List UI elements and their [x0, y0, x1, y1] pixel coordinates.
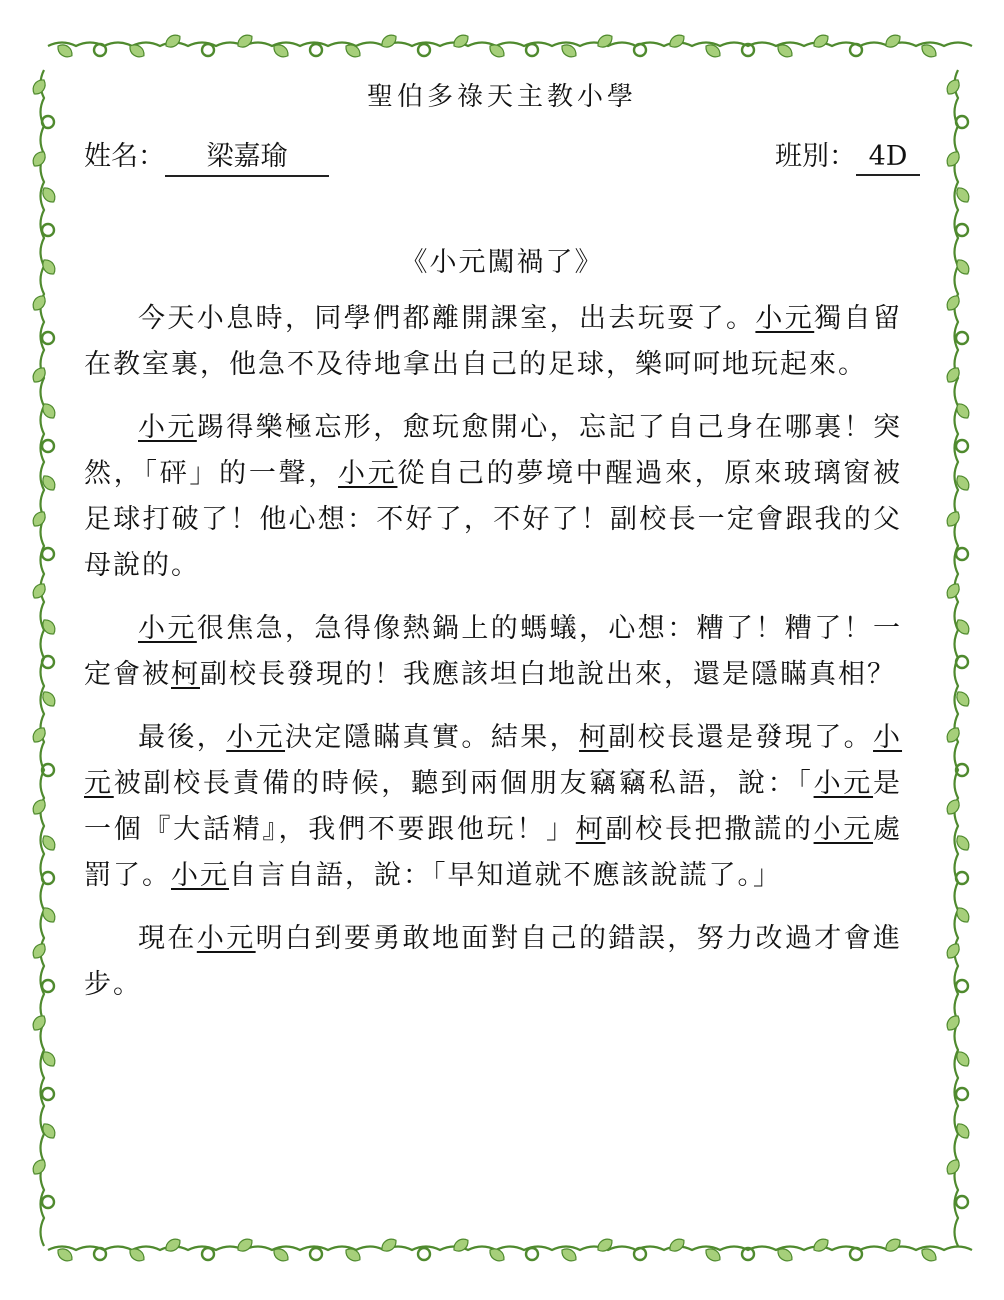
leaf-icon [30, 293, 48, 313]
vine-stem [48, 1247, 972, 1251]
story-text: 明白到要勇敢地面對自己的錯誤，努力改過才會進步。 [84, 923, 903, 1000]
leaf-icon [954, 905, 972, 925]
leaf-icon [487, 42, 507, 60]
story-text: 最後， [138, 722, 227, 753]
vine-curl-icon [310, 44, 322, 56]
leaf-icon [954, 401, 972, 421]
leaf-icon [343, 1246, 363, 1264]
leaf-icon [944, 581, 962, 601]
leaf-icon [811, 1236, 831, 1254]
leaf-icon [667, 32, 687, 50]
leaf-icon [944, 293, 962, 313]
story-text: 踢得樂極忘形，愈玩愈開心，忘記了自己身在哪裏！突然，「砰」的一聲， [84, 412, 903, 489]
vine-curl-icon [42, 1088, 54, 1100]
vine-curl-icon [42, 872, 54, 884]
leaf-icon [379, 32, 399, 50]
leaf-icon [40, 401, 58, 421]
story-paragraph [84, 296, 902, 388]
leaf-icon [30, 509, 48, 529]
leaf-icon [55, 1246, 75, 1264]
leaf-icon [954, 1049, 972, 1069]
vine-curl-icon [956, 548, 968, 560]
vine-curl-icon [42, 332, 54, 344]
leaf-icon [595, 1236, 615, 1254]
vine-curl-icon [42, 980, 54, 992]
leaf-icon [919, 1246, 939, 1264]
proper-noun: 小元 [138, 613, 197, 644]
leaf-icon [811, 32, 831, 50]
story-text: 副校長發現的！我應該坦白地說出來，還是隱瞞真相？ [200, 659, 896, 690]
leaf-icon [163, 32, 183, 50]
vine-curl-icon [418, 1248, 430, 1260]
proper-noun: 柯 [579, 722, 609, 753]
story-text: 獨自留在教室裏，他急不及待地拿出自己的足球，樂呵呵地玩起來。 [84, 303, 903, 380]
leaf-icon [451, 1236, 471, 1254]
leaf-icon [667, 1236, 687, 1254]
leaf-icon [559, 1246, 579, 1264]
leaf-icon [379, 1236, 399, 1254]
vine-curl-icon [850, 44, 862, 56]
story-text: 自言自語，說：「早知道就不應該說謊了。」 [229, 860, 782, 891]
story-paragraph [84, 606, 902, 698]
leaf-icon [343, 42, 363, 60]
leaf-icon [30, 149, 48, 169]
leaf-icon [55, 42, 75, 60]
leaf-icon [944, 1157, 962, 1177]
story-text: 副校長還是發現了。 [608, 722, 874, 753]
leaf-icon [40, 185, 58, 205]
leaf-icon [954, 833, 972, 853]
leaf-icon [40, 833, 58, 853]
story-text: 被副校長責備的時候，聽到兩個朋友竊竊私語，說：「 [113, 768, 814, 799]
vine-stem [48, 43, 972, 47]
leaf-icon [487, 1246, 507, 1264]
story-text: 很焦急，急得像熱鍋上的螞蟻，心想：糟了！糟了！一定會被 [84, 613, 903, 690]
vine-curl-icon [42, 764, 54, 776]
vine-curl-icon [42, 440, 54, 452]
leaf-icon [30, 1157, 48, 1177]
story-text: 副校長把撒謊的 [605, 814, 814, 845]
leaf-icon [127, 42, 147, 60]
leaf-icon [40, 905, 58, 925]
leaf-icon [944, 797, 962, 817]
name-value: 梁嘉瑜 [165, 134, 329, 177]
vine-curl-icon [42, 116, 54, 128]
vine-curl-icon [634, 1248, 646, 1260]
story-text: 決定隱瞞真實。結果， [285, 722, 580, 753]
proper-noun: 小元 [226, 722, 286, 753]
proper-noun: 小元 [171, 860, 229, 891]
leaf-icon [919, 42, 939, 60]
leaf-icon [30, 365, 48, 385]
vine-curl-icon [418, 44, 430, 56]
vine-curl-icon [742, 44, 754, 56]
proper-noun: 小元 [813, 768, 874, 799]
vine-curl-icon [526, 44, 538, 56]
leaf-icon [703, 42, 723, 60]
vine-curl-icon [956, 116, 968, 128]
vine-curl-icon [956, 440, 968, 452]
leaf-icon [944, 149, 962, 169]
leaf-icon [30, 797, 48, 817]
vine-curl-icon [42, 224, 54, 236]
vine-curl-icon [94, 44, 106, 56]
story-paragraph [84, 916, 902, 1008]
vine-curl-icon [956, 764, 968, 776]
leaf-icon [30, 725, 48, 745]
leaf-icon [944, 941, 962, 961]
student-info-row [84, 134, 920, 174]
name-field [84, 134, 329, 177]
vine-curl-icon [956, 1196, 968, 1208]
proper-noun: 柯 [575, 814, 606, 845]
vine-curl-icon [956, 1088, 968, 1100]
proper-noun: 小元 [196, 923, 256, 954]
leaf-icon [451, 32, 471, 50]
leaf-icon [954, 689, 972, 709]
vine-curl-icon [42, 1196, 54, 1208]
leaf-icon [40, 617, 58, 637]
vine-curl-icon [634, 44, 646, 56]
leaf-icon [944, 1013, 962, 1033]
leaf-icon [271, 1246, 291, 1264]
leaf-icon [40, 1049, 58, 1069]
leaf-icon [954, 473, 972, 493]
story-body [84, 296, 902, 1025]
vine-curl-icon [742, 1248, 754, 1260]
vine-curl-icon [850, 1248, 862, 1260]
proper-noun: 小元 [84, 722, 903, 799]
vine-curl-icon [202, 1248, 214, 1260]
leaf-icon [944, 509, 962, 529]
leaf-icon [127, 1246, 147, 1264]
story-text: 現在 [138, 923, 197, 954]
vine-curl-icon [310, 1248, 322, 1260]
vine-curl-icon [956, 872, 968, 884]
story-text: 是一個『大話精』，我們不要跟他玩！」 [84, 768, 903, 845]
proper-noun: 小元 [813, 814, 874, 845]
class-field [775, 134, 920, 176]
leaf-icon [163, 1236, 183, 1254]
leaf-icon [944, 365, 962, 385]
story-paragraph [84, 405, 902, 589]
vine-curl-icon [956, 224, 968, 236]
story-text: 處罰了。 [84, 814, 903, 891]
vine-curl-icon [42, 656, 54, 668]
vine-curl-icon [956, 980, 968, 992]
leaf-icon [559, 42, 579, 60]
leaf-icon [775, 1246, 795, 1264]
leaf-icon [271, 42, 291, 60]
vine-curl-icon [526, 1248, 538, 1260]
story-text: 今天小息時，同學們都離開課室，出去玩耍了。 [138, 303, 756, 334]
story-title: 《小元闖禍了》 [400, 247, 604, 278]
vine-curl-icon [94, 1248, 106, 1260]
leaf-icon [30, 581, 48, 601]
class-value: 4D [856, 141, 920, 176]
leaf-icon [944, 725, 962, 745]
leaf-icon [883, 1236, 903, 1254]
proper-noun: 柯 [171, 659, 200, 690]
leaf-icon [883, 32, 903, 50]
leaf-icon [703, 1246, 723, 1264]
leaf-icon [595, 32, 615, 50]
leaf-icon [954, 1121, 972, 1141]
name-label: 姓名： [84, 141, 165, 172]
school-name: 聖伯多祿天主教小學 [366, 82, 637, 112]
leaf-icon [40, 689, 58, 709]
leaf-icon [235, 1236, 255, 1254]
leaf-icon [954, 617, 972, 637]
leaf-icon [30, 941, 48, 961]
story-paragraph [84, 715, 902, 899]
proper-noun: 小元 [755, 303, 815, 334]
proper-noun: 小元 [338, 458, 398, 489]
vine-curl-icon [956, 656, 968, 668]
leaf-icon [40, 473, 58, 493]
class-label: 班別： [775, 141, 856, 172]
leaf-icon [30, 1013, 48, 1033]
leaf-icon [775, 42, 795, 60]
leaf-icon [954, 185, 972, 205]
leaf-icon [235, 32, 255, 50]
vine-curl-icon [42, 548, 54, 560]
leaf-icon [40, 1121, 58, 1141]
vine-curl-icon [956, 332, 968, 344]
vine-curl-icon [202, 44, 214, 56]
proper-noun: 小元 [138, 412, 197, 443]
story-text: 從自己的夢境中醒過來，原來玻璃窗被足球打破了！他心想：不好了，不好了！副校長一定會跟我的父母說的。 [84, 458, 903, 581]
